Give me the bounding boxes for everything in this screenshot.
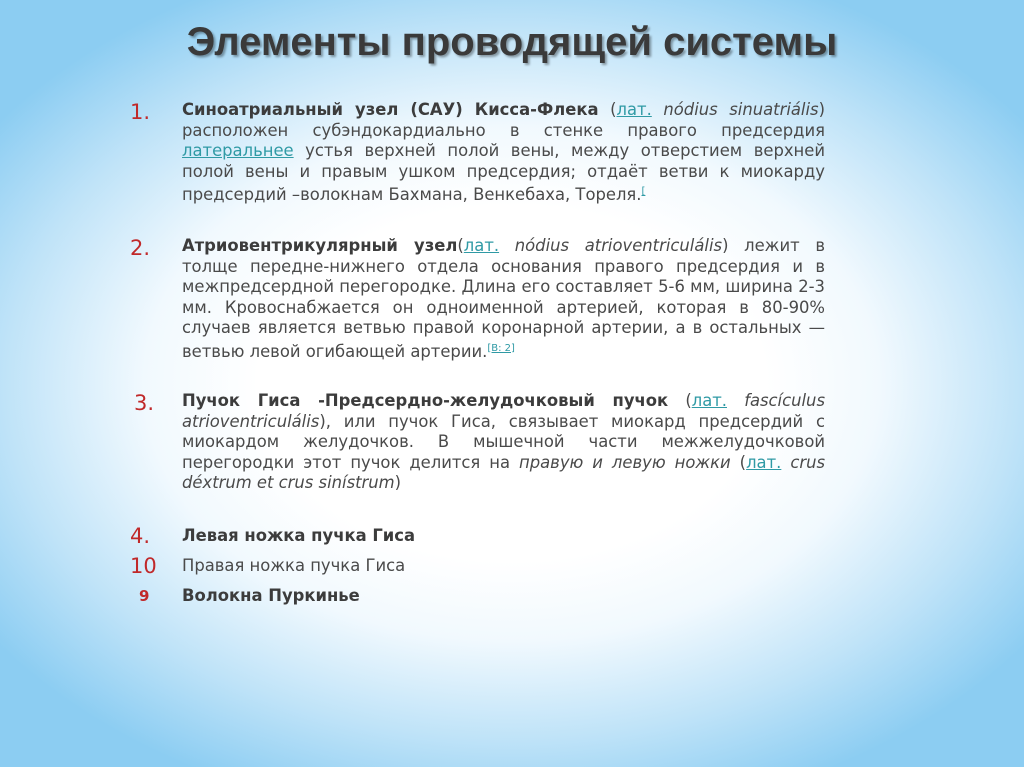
footnote-link[interactable]: [	[641, 186, 646, 197]
text-run: ), или пучок Гиса, связывает миокард предсердий с миокардом желудочков. В мышечной части межжелудочковой перегородки этот пучок делится на	[182, 411, 825, 472]
item-number: 9	[139, 587, 150, 605]
text-run: (	[668, 391, 692, 410]
lateral-link[interactable]: латеральнее	[182, 141, 294, 160]
item-text	[182, 556, 825, 577]
item-heading: Пучок Гиса -Предсердно-желудочковый пучок	[182, 391, 669, 410]
lat-link-2[interactable]: лат.	[746, 452, 782, 472]
latin-term: nódius atrioventriculális	[514, 236, 723, 255]
item-heading: Атриовентрикулярный узел	[182, 236, 458, 255]
slide-title: Элементы проводящей системы	[186, 20, 838, 64]
item-text	[182, 526, 825, 547]
item-number: 3.	[134, 391, 155, 415]
text-run	[781, 453, 790, 472]
text-run: (	[457, 236, 464, 255]
item-number: 4.	[130, 524, 151, 548]
text-run	[499, 236, 515, 255]
item-plain-text: Правая ножка пучка Гиса	[182, 556, 406, 575]
text-run: (	[730, 452, 747, 472]
text-run: ) расположен субэндокардиально в стенке правого предсердия	[182, 100, 825, 140]
lat-link[interactable]: лат.	[691, 391, 727, 410]
item-number: 1.	[130, 100, 151, 124]
item-heading: Левая ножка пучка Гиса	[182, 526, 416, 545]
latin-term: nódius sinuatriális	[663, 100, 819, 119]
lat-link[interactable]: лат.	[616, 100, 652, 119]
text-run: (	[598, 100, 617, 119]
text-run: )	[394, 473, 402, 492]
item-heading: Синоатриальный узел (САУ) Кисса-Флека	[182, 100, 599, 119]
text-run: устья верхней полой вены, между отверстием верхней полой вены и правым ушком предсердия; отдаёт ветви к миокарду предсердий –волокнам Бахмана, Венкебаха, Тореля.	[182, 141, 825, 204]
item-text	[182, 100, 825, 206]
text-run: ) лежит в толще передне-нижнего отдела основания правого предсердия и в межпредсердной перегородке. Длина его составляет 5-6 мм, ширина 2-3 мм. Кровоснабжается он одноименной артерией, которая в 80-90% случаев является ветвью правой коронарной артерии, а в остальных — ветвью левой огибающей артерии.	[182, 236, 825, 361]
item-text	[182, 236, 825, 362]
footnote-link[interactable]: [В: 2]	[487, 342, 515, 354]
italic-term: правую и левую ножки	[519, 452, 731, 472]
latin-term: fascículus atrioventriculális	[182, 391, 825, 431]
item-text	[182, 586, 825, 607]
item-number: 10	[130, 554, 157, 578]
latin-term-2: crus déxtrum et crus sinístrum	[182, 452, 826, 492]
text-run	[727, 391, 744, 410]
text-run	[652, 100, 664, 119]
item-heading: Волокна Пуркинье	[182, 586, 360, 605]
item-number: 2.	[130, 236, 151, 260]
item-text	[182, 391, 825, 494]
lat-link[interactable]: лат.	[463, 236, 500, 255]
